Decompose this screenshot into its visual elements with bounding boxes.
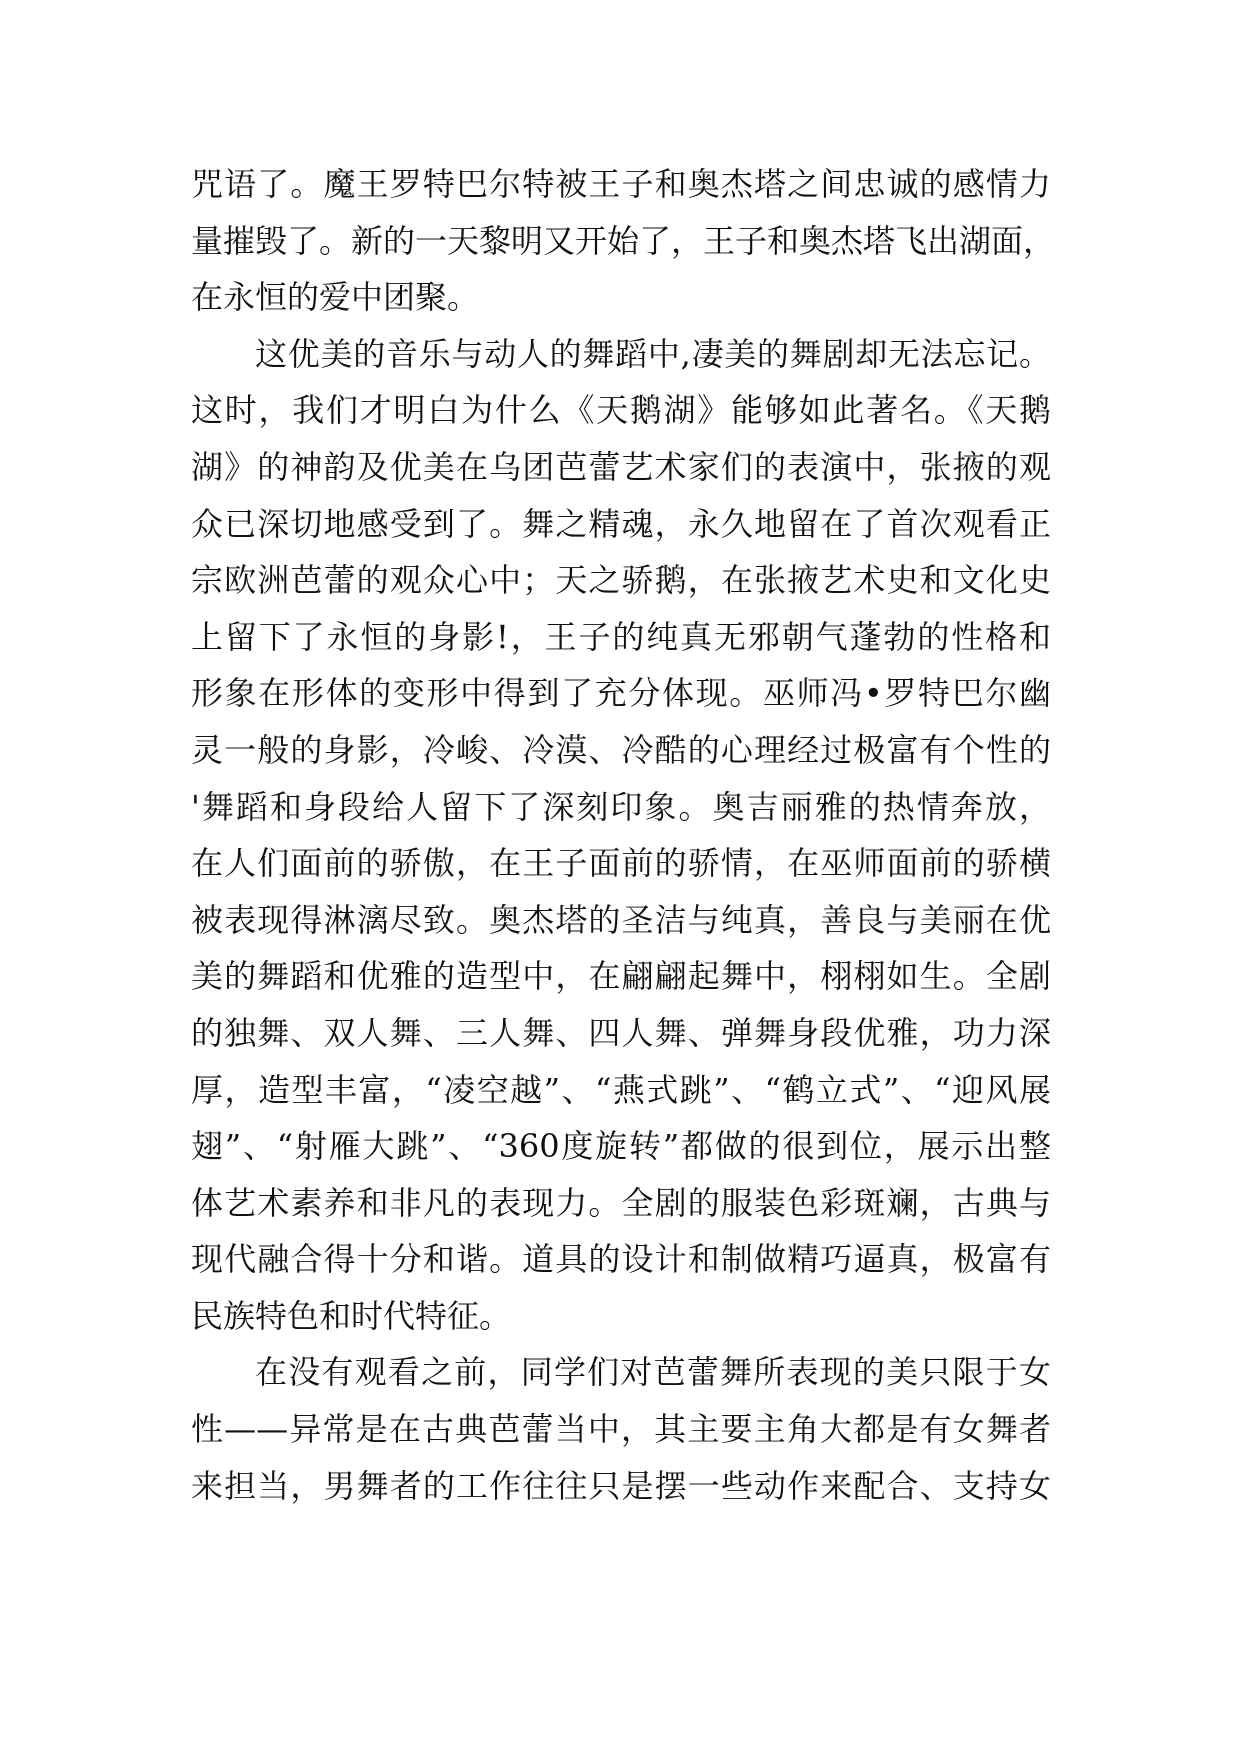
text-line: 灵一般的身影，冷峻、冷漠、冷酷的心理经过极富有个性的 <box>191 730 1051 769</box>
text-line: 翅”、“射雁大跳”、“360度旋转”都做的很到位，展示出整 <box>191 1127 1051 1166</box>
paragraph-first-line: 在没有观看之前，同学们对芭蕾舞所表现的美只限于女 <box>255 1353 1051 1392</box>
text-line: 性——异常是在古典芭蕾当中，其主要主角大都是有女舞者 <box>191 1410 1051 1449</box>
text-line: 湖》的神韵及优美在乌团芭蕾艺术家们的表演中，张掖的观 <box>191 447 1051 486</box>
text-line: 在人们面前的骄傲，在王子面前的骄情，在巫师面前的骄横 <box>191 844 1051 883</box>
text-line: 的独舞、双人舞、三人舞、四人舞、弹舞身段优雅，功力深 <box>191 1013 1051 1052</box>
text-line: 这时，我们才明白为什么《天鹅湖》能够如此著名。《天鹅 <box>191 391 1051 430</box>
text-line: 被表现得淋漓尽致。奥杰塔的圣洁与纯真，善良与美丽在优 <box>191 900 1051 939</box>
text-line: 美的舞蹈和优雅的造型中，在翩翩起舞中，栩栩如生。全剧 <box>191 957 1051 996</box>
text-line: 民族特色和时代特征。 <box>191 1296 512 1335</box>
text-line: 众已深切地感受到了。舞之精魂，永久地留在了首次观看正 <box>191 504 1051 543</box>
text-line: '舞蹈和身段给人留下了深刻印象。奥吉丽雅的热情奔放， <box>191 787 1051 826</box>
text-line: 体艺术素养和非凡的表现力。全剧的服装色彩斑斓，古典与 <box>191 1183 1051 1222</box>
text-line: 来担当，男舞者的工作往往只是摆一些动作来配合、支持女 <box>191 1466 1051 1505</box>
body-text <box>191 156 1056 1514</box>
text-line: 现代融合得十分和谐。道具的设计和制做精巧逼真，极富有 <box>191 1240 1051 1279</box>
text-line: 形象在形体的变形中得到了充分体现。巫师冯•罗特巴尔幽 <box>191 674 1051 713</box>
text-line: 咒语了。魔王罗特巴尔特被王子和奥杰塔之间忠诚的感情力 <box>191 165 1051 203</box>
text-line: 上留下了永恒的身影!，王子的纯真无邪朝气蓬勃的性格和 <box>191 617 1051 656</box>
text-line: 宗欧洲芭蕾的观众心中；天之骄鹅，在张掖艺术史和文化史 <box>191 561 1051 600</box>
text-line: 在永恒的爱中团聚。 <box>191 278 480 317</box>
paragraph-first-line: 这优美的音乐与动人的舞蹈中,凄美的舞剧却无法忘记。 <box>255 334 1051 373</box>
text-line: 厚，造型丰富，“凌空越”、“燕式跳”、“鹤立式”、“迎风展 <box>191 1070 1051 1109</box>
text-line: 量摧毁了。新的一天黎明又开始了，王子和奥杰塔飞出湖面， <box>191 221 1056 260</box>
